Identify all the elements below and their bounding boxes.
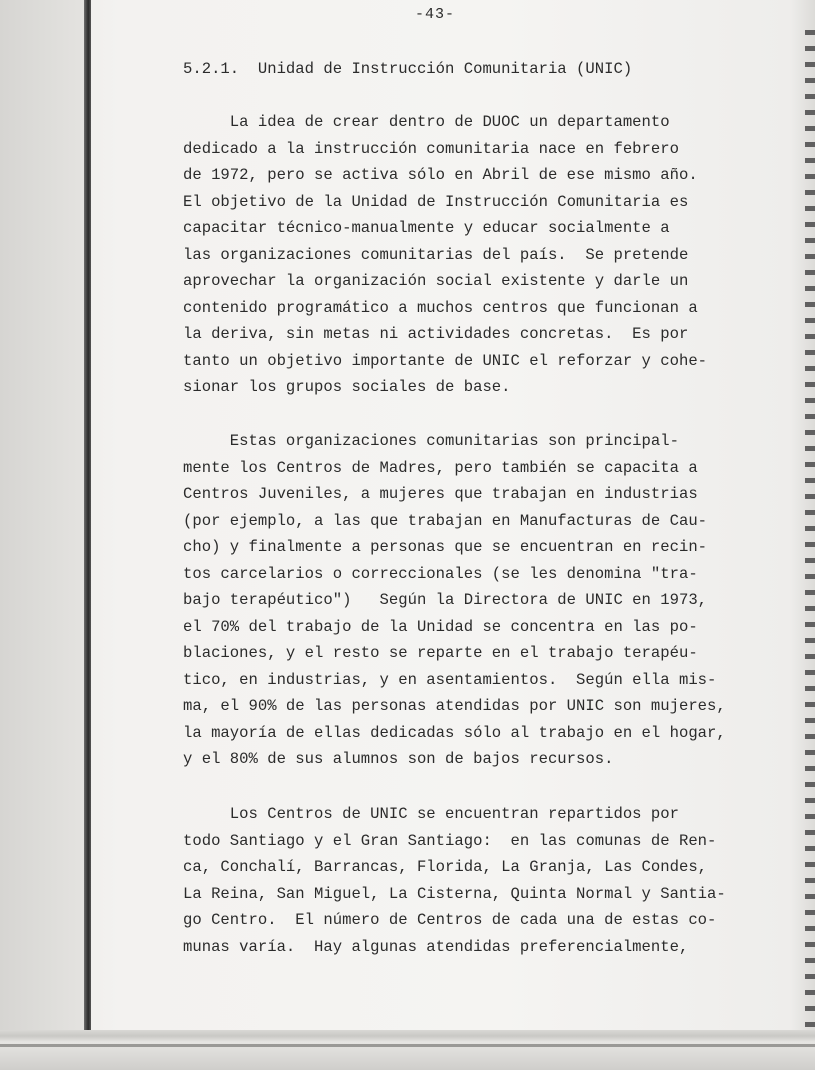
text-line: tanto un objetivo importante de UNIC el reforzar y cohe- [183, 351, 708, 370]
bottom-edge-line [0, 1044, 815, 1047]
text-line: blaciones, y el resto se reparte en el trabajo terapéu- [183, 644, 698, 662]
paragraph-unic-intro [183, 109, 707, 401]
text-line: go Centro. El número de Centros de cada una de estas co- [183, 911, 717, 929]
text-line: bajo terapéutico") Según la Directora de UNIC en 1973, [183, 591, 708, 609]
left-margin-shadow [0, 0, 84, 1070]
text-line: (por ejemplo, a las que trabajan en Manufacturas de Cau- [183, 511, 708, 530]
text-line: aprovechar la organización social existente y darle un [183, 272, 689, 290]
text-line: tos carcelarios o correccionales (se les denomina "tra- [183, 564, 698, 583]
text-line: de 1972, pero se activa sólo en Abril de ese mismo año. [183, 166, 698, 184]
text-line: sionar los grupos sociales de base. [183, 378, 511, 396]
bottom-page-edge [0, 1030, 815, 1070]
text-line: las organizaciones comunitarias del país. Se pretende [183, 245, 689, 264]
binding-spine [84, 0, 91, 1030]
text-line: el 70% del trabajo de la Unidad se concentra en las po- [183, 617, 698, 636]
text-line: ma, el 90% de las personas atendidas por UNIC son mujeres, [183, 697, 726, 715]
text-line: ca, Conchalí, Barrancas, Florida, La Granja, Las Condes, [183, 858, 708, 876]
text-line: El objetivo de la Unidad de Instrucción Comunitaria es [183, 192, 689, 211]
text-line: dedicado a la instrucción comunitaria nace en febrero [183, 139, 679, 158]
page-number: -43- [414, 6, 455, 23]
text-line: Centros Juveniles, a mujeres que trabajan en industrias [183, 485, 698, 503]
text-line: contenido programático a muchos centros que funcionan a [183, 298, 698, 317]
text-line: Los Centros de UNIC se encuentran repartidos por [183, 805, 679, 823]
text-line: todo Santiago y el Gran Santiago: en las comunas de Ren- [183, 831, 717, 850]
text-line: munas varía. Hay algunas atendidas preferencialmente, [183, 937, 689, 956]
section-heading: 5.2.1. Unidad de Instrucción Comunitaria (UNIC) [183, 60, 633, 78]
text-line: capacitar técnico-manualmente y educar socialmente a [183, 219, 670, 237]
text-line: cho) y finalmente a personas que se encuentran en recin- [183, 538, 708, 556]
text-line: y el 80% de sus alumnos son de bajos recursos. [183, 750, 614, 768]
text-line: La idea de crear dentro de DUOC un departamento [183, 113, 670, 131]
text-line: la deriva, sin metas ni actividades concretas. Es por [183, 325, 689, 343]
spiral-binding [805, 30, 815, 1030]
paragraph-centros-locations [183, 801, 726, 960]
text-line: la mayoría de ellas dedicadas sólo al trabajo en el hogar, [183, 723, 726, 742]
text-line: tico, en industrias, y en asentamientos. Según ella mis- [183, 670, 717, 689]
text-line: La Reina, San Miguel, La Cisterna, Quinta Normal y Santia- [183, 884, 726, 903]
paragraph-organizations [183, 428, 726, 773]
text-line: mente los Centros de Madres, pero también se capacita a [183, 458, 698, 477]
text-line: Estas organizaciones comunitarias son principal- [183, 432, 679, 450]
